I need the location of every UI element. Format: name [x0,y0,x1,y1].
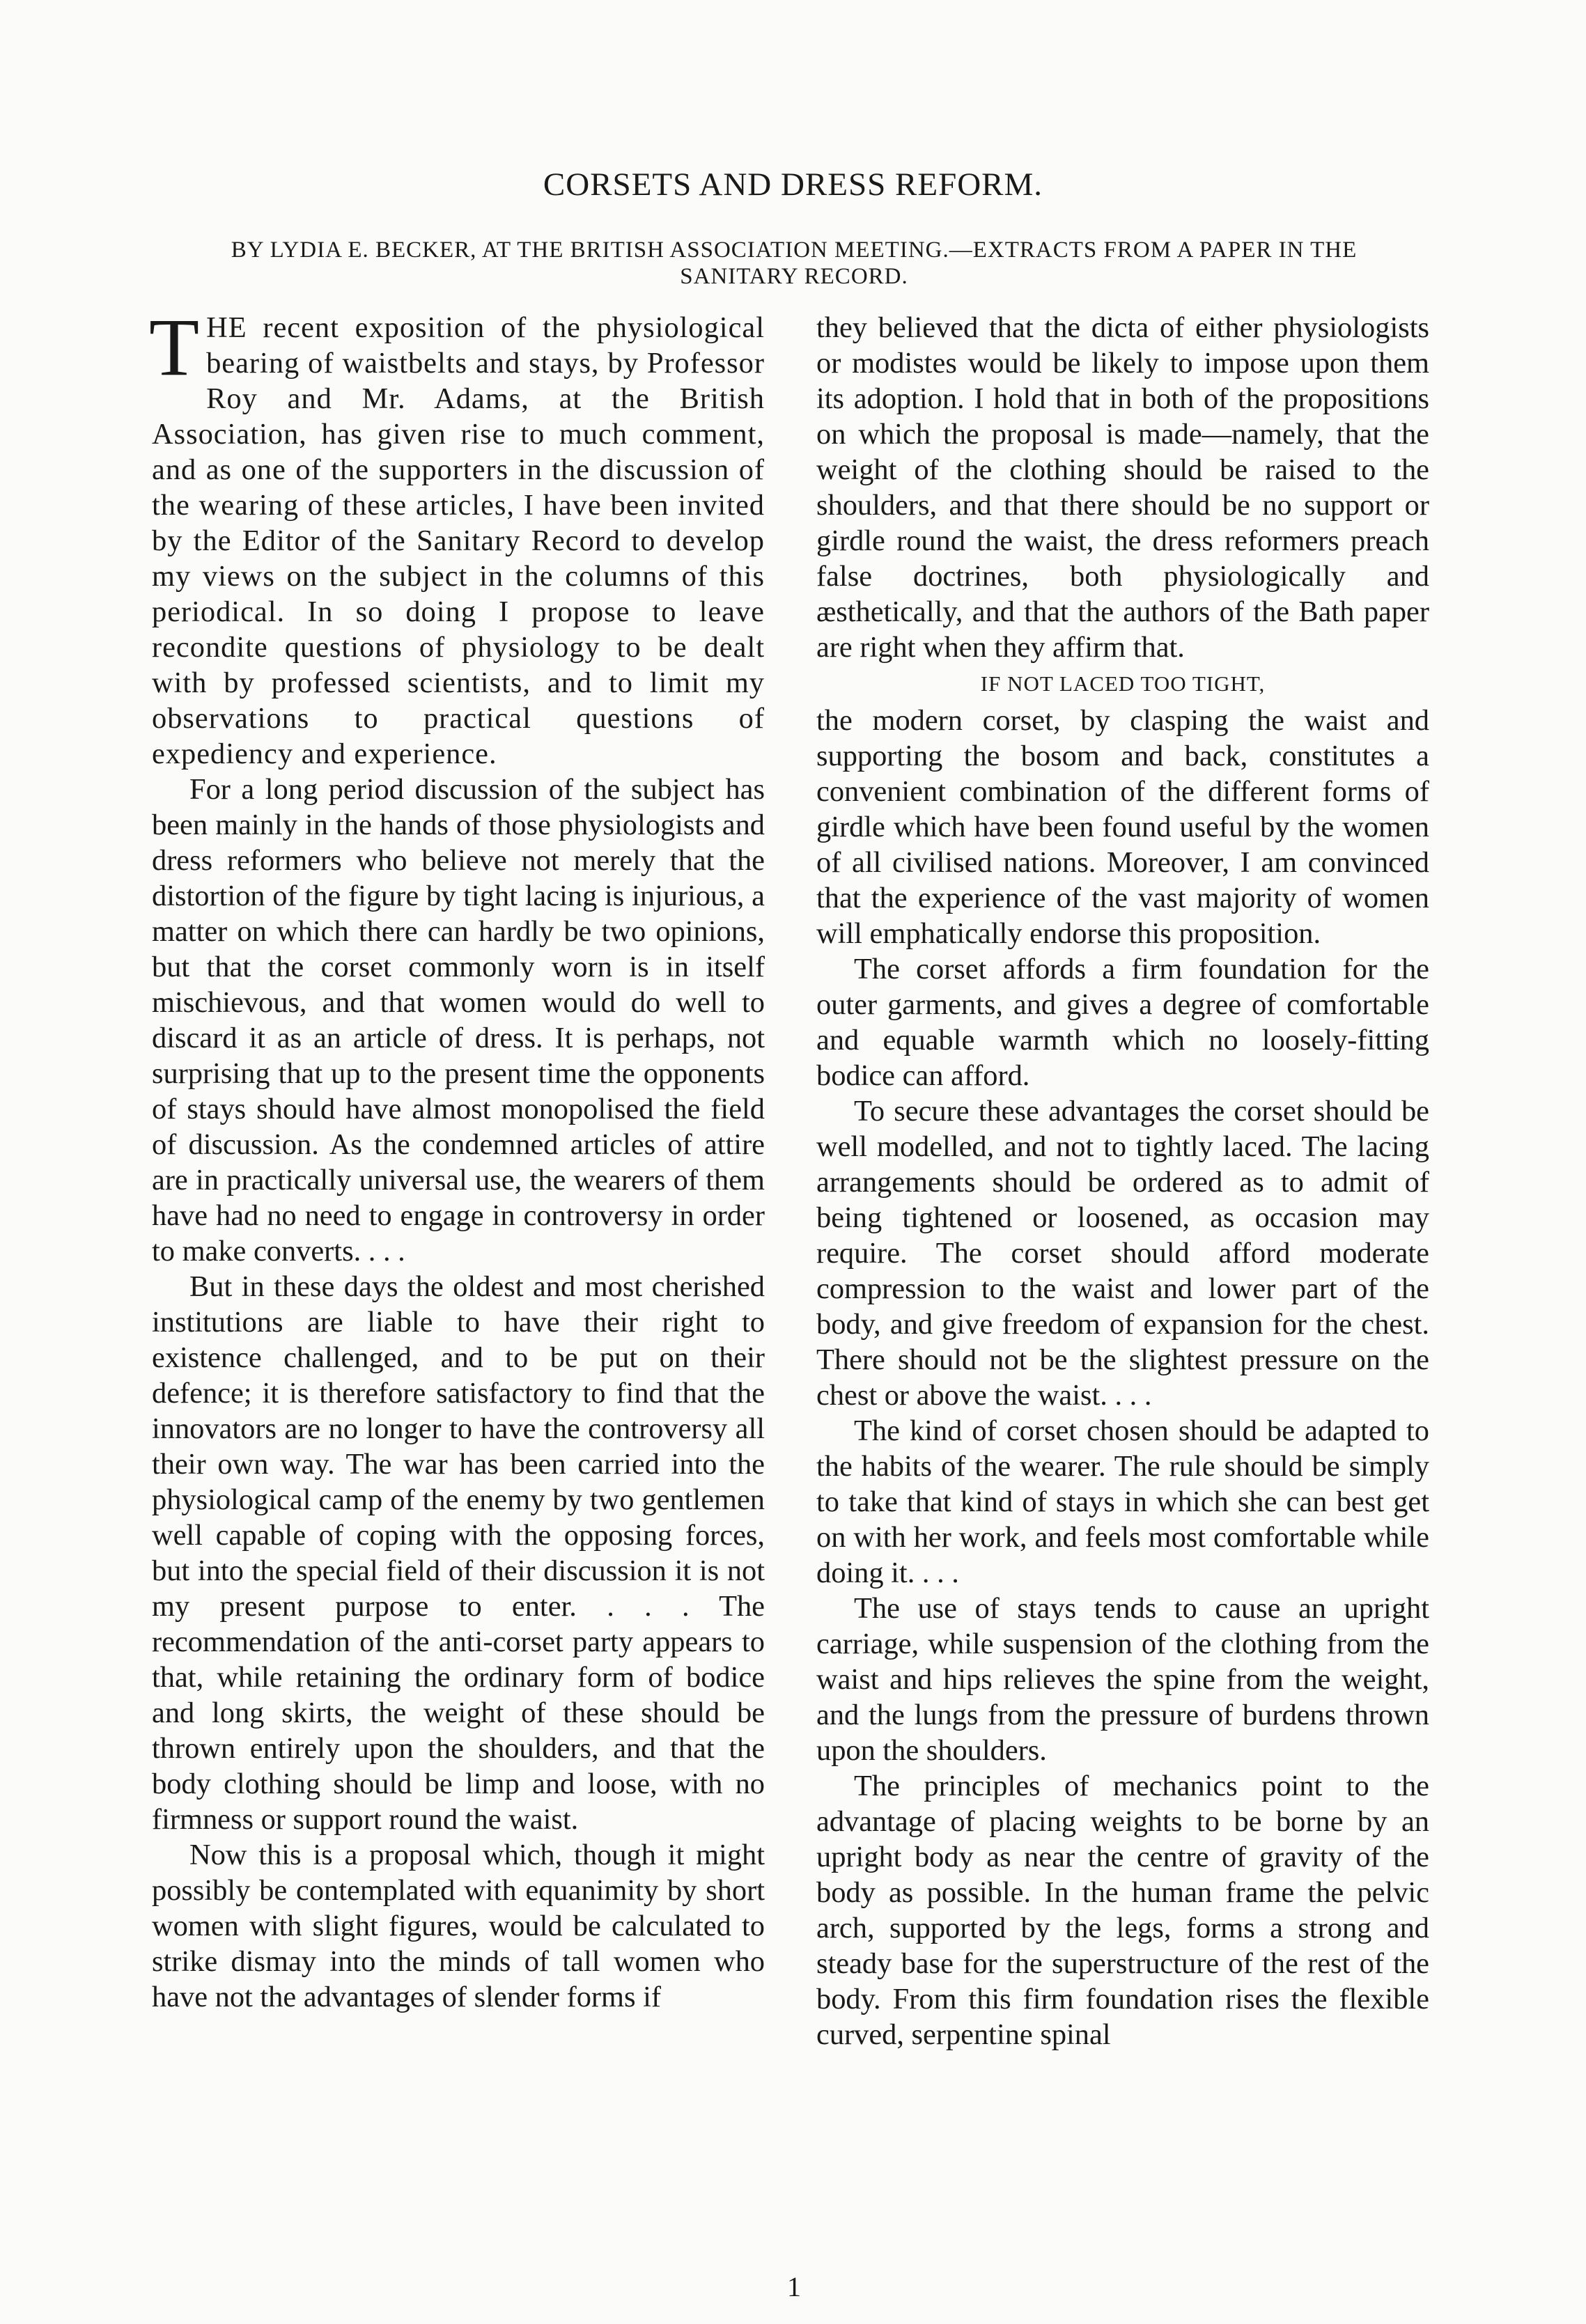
paragraph-9: The use of stays tends to cause an upright carriage, while suspension of the clothing from the waist and hips relieves the spine from the weight, and the lungs from the pressure of burdens thrown upon the shoulders. [816,1592,1429,1767]
left-column [149,302,765,2225]
paragraph-5: the modern corset, by clasping the waist and supporting the bosom and back, constitutes a convenient combination of the different forms of girdle which have been found useful by the women of all civilised nations. Moreover, I am convinced that the experience of the vast majority of women will emphatically endorse this proposition. [816,704,1429,950]
article-title: CORSETS AND DRESS REFORM. [543,166,1043,203]
subheading: IF NOT LACED TOO TIGHT, [980,671,1266,696]
page-folio: 1 [787,2271,801,2302]
paragraph-3: But in these days the oldest and most cherished institutions are liable to have their right to existence challenged, and to be put on their defence; it is therefore satisfactory to find that the innovators are no longer to have the controversy all their own way. The war has been carried into the physiological camp of the enemy by two gentlemen well capable of coping with the opposing forces, but into the special field of their discussion it is not my present purpose to enter. . . . The recommendation of the anti-corset party appears to that, while retaining the ordinary form of bodice and long skirts, the weight of these should be thrown entirely upon the shoulders, and that the body clothing should be limp and loose, with no firmness or support round the waist. [152,1270,765,1836]
paragraph-1-text: HE recent exposition of the physiological bearing of waistbelts and stays, by Professor Roy and Mr. Adams, at the British Association, has given rise to much comment, and as one of the supporters in the discussion of the wearing of these articles, I have been invited by the Editor of the Sanitary Record to develop my views on the subject in the columns of this periodical. In so doing I propose to leave recondite questions of physiology to be dealt with by professed scientists, and to limit my observations to practical questions of expediency and experience. [152,311,765,770]
paragraph-6: The corset affords a firm foundation for the outer garments, and gives a degree of comfortable and equable warmth which no loosely-fitting bodice can afford. [816,953,1429,1092]
paragraph-7: To secure these advantages the corset should be well modelled, and not to tightly laced. The lacing arrangements should be ordered as to admit of being tightened or loosened, as occasion may require. The corset should afford moderate compression to the waist and lower part of the body, and give freedom of expansion for the chest. There should not be the slightest pressure on the chest or above the waist. . . . [816,1095,1429,1412]
paragraph-8: The kind of corset chosen should be adapted to the habits of the wearer. The rule should be simply to take that kind of stays in which she can best get on with her work, and feels most comfortable while doing it. . . . [816,1414,1429,1589]
paragraph-1 [149,302,765,772]
drop-cap: T [149,302,200,393]
paragraph-4: Now this is a proposal which, though it might possibly be contemplated with equanimity by short women with slight figures, would be calculated to strike dismay into the minds of tall women who have not the advantages of slender forms if [152,1839,765,2013]
paragraph-4-continued: they believed that the dicta of either physiologists or modistes would be likely to impose upon them its adoption. I hold that in both of the propositions on which the proposal is made—namely, that the weight of the clothing should be raised to the shoulders, and that there should be no support or girdle round the waist, the dress reformers preach false doctrines, both physiologically and æsthetically, and that the authors of the Bath paper are right when they affirm that. [816,311,1429,664]
paragraph-2: For a long period discussion of the subject has been mainly in the hands of those physiologists and dress reformers who believe not merely that the distortion of the figure by tight lacing is injurious, a matter on which there can hardly be two opinions, but that the corset commonly worn is in itself mischievous, and that women would do well to discard it as an article of dress. It is perhaps, not surprising that up to the present time the opponents of stays should have almost monopolised the field of discussion. As the condemned articles of attire are in practically universal use, the wearers of them have had no need to engage in controversy in order to make converts. . . . [152,773,765,1268]
paragraph-10: The principles of mechanics point to the advantage of placing weights to be borne by an upright body as near the centre of gravity of the body as possible. In the human frame the pelvic arch, supported by the legs, forms a strong and steady base for the superstructure of the rest of the body. From this firm foundation rises the flexible curved, serpentine spinal [816,1770,1429,2051]
article-byline: BY LYDIA E. BECKER, AT THE BRITISH ASSOCIATION MEETING.—EXTRACTS FROM A PAPER IN THE SANITARY RECORD. [231,237,1358,289]
right-column [816,310,1429,2225]
